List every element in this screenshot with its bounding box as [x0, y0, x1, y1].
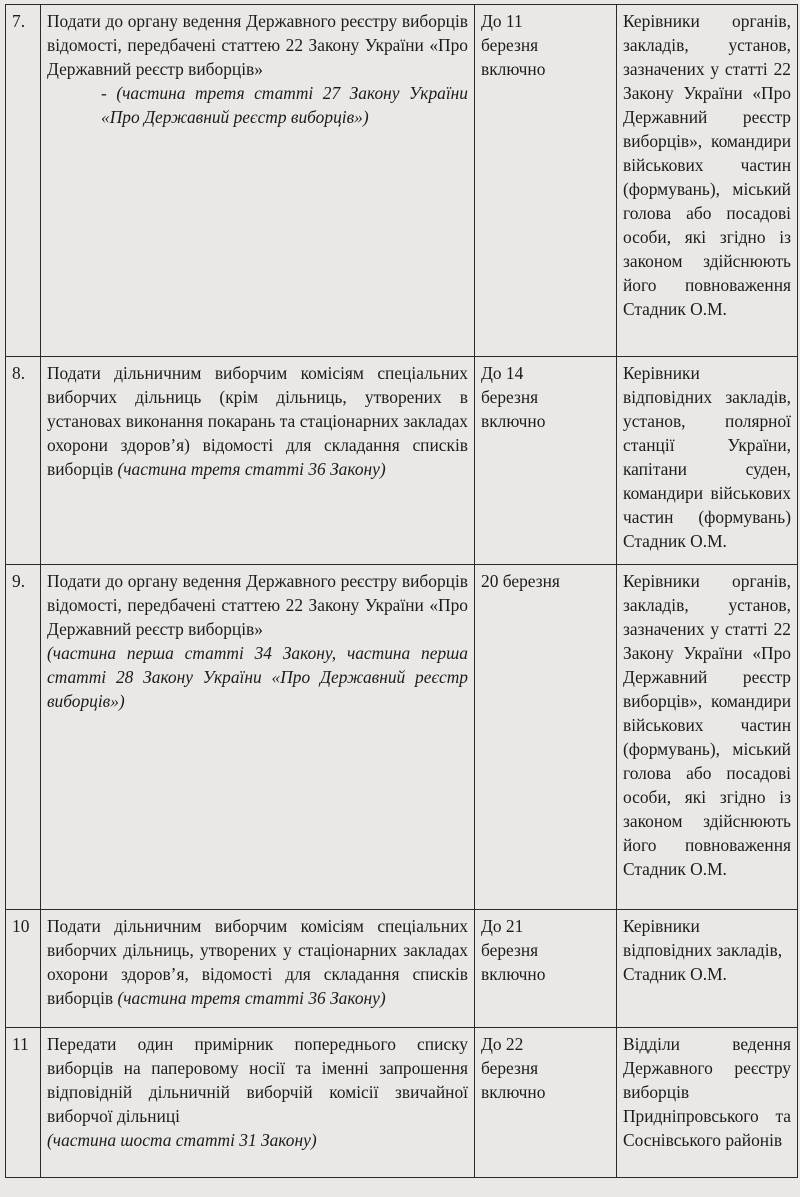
term-cell: [475, 910, 617, 1028]
action-text: Подати до органу ведення Державного реєстру виборців відомості, передбачені статтею 22 Закону України «Про Державний реєстр виборців»: [47, 571, 468, 639]
table-row: [6, 565, 798, 910]
action-cell: [41, 1028, 475, 1178]
schedule-table: [5, 4, 798, 1178]
term-line: березня: [481, 35, 539, 55]
term-cell: [475, 1028, 617, 1178]
term-line: включно: [481, 1082, 546, 1102]
term-line: До 22: [481, 1034, 524, 1054]
action-cell: [41, 357, 475, 565]
action-text: Передати один примірник попереднього списку виборців на паперовому носії та іменні запрошення відповідній дільничній виборчій комісії звичайної виборчої дільниці: [47, 1034, 468, 1126]
action-cell: [41, 5, 475, 357]
responsible-cell: Керівники органів, закладів, установ, зазначених у статті 22 Закону України «Про Державний реєстр виборців», командири військових частин (формувань), міський голова або посадові особи, які згідно із законом здійснюють його повноваження Стадник О.М.: [617, 5, 798, 357]
term-line: включно: [481, 59, 546, 79]
term-line: березня: [481, 940, 539, 960]
table-row: [6, 357, 798, 565]
term-line: До 11: [481, 11, 523, 31]
responsible-cell: Керівники органів, закладів, установ, зазначених у статті 22 Закону України «Про Державний реєстр виборців», командири військових частин (формувань), міський голова або посадові особи, які згідно із законом здійснюють його повноваження Стадник О.М.: [617, 565, 798, 910]
legal-reference: (частина третя статті 36 Закону): [117, 459, 386, 479]
term-cell: [475, 565, 617, 910]
legal-reference: (частина перша статті 34 Закону, частина перша статті 28 Закону України «Про Державний реєстр виборців»): [47, 643, 468, 711]
term-cell: [475, 5, 617, 357]
legal-reference: (частина третя статті 36 Закону): [117, 988, 386, 1008]
legal-reference: - (частина третя статті 27 Закону України «Про Державний реєстр виборців»): [101, 83, 468, 127]
action-text: Подати до органу ведення Державного реєстру виборців відомості, передбачені статтею 22 Закону України «Про Державний реєстр виборців»: [47, 11, 468, 79]
row-number: 10: [6, 910, 41, 1028]
term-line: березня: [481, 387, 539, 407]
legal-reference: (частина шоста статті 31 Закону): [47, 1130, 317, 1150]
term-line: 20 березня: [481, 571, 560, 591]
responsible-cell: Відділи ведення Державного реєстру виборців Придніпровського та Соснівського районів: [617, 1028, 798, 1178]
action-cell: [41, 910, 475, 1028]
term-line: включно: [481, 964, 546, 984]
responsible-cell: Керівники відповідних закладів, Стадник О.М.: [617, 910, 798, 1028]
term-line: березня: [481, 1058, 539, 1078]
row-number: 11: [6, 1028, 41, 1178]
term-line: До 21: [481, 916, 524, 936]
row-number: 7.: [6, 5, 41, 357]
row-number: 9.: [6, 565, 41, 910]
table-row: [6, 1028, 798, 1178]
action-text: Подати дільничним виборчим комісіям спеціальних виборчих дільниць (крім дільниць, утворених в установах виконання покарань та стаціонарних закладах охорони здоров’я) відомості для складання списків виборців: [47, 363, 468, 479]
term-line: включно: [481, 411, 546, 431]
table-row: [6, 910, 798, 1028]
responsible-cell: Керівники відповідних закладів, установ, полярної станції України, капітани суден, командири військових частин (формувань) Стадник О.М.: [617, 357, 798, 565]
term-line: До 14: [481, 363, 524, 383]
row-number: 8.: [6, 357, 41, 565]
table-row: [6, 5, 798, 357]
action-cell: [41, 565, 475, 910]
action-text: Подати дільничним виборчим комісіям спеціальних виборчих дільниць, утворених у стаціонарних закладах охорони здоров’я, відомості для складання списків виборців: [47, 916, 468, 1008]
term-cell: [475, 357, 617, 565]
